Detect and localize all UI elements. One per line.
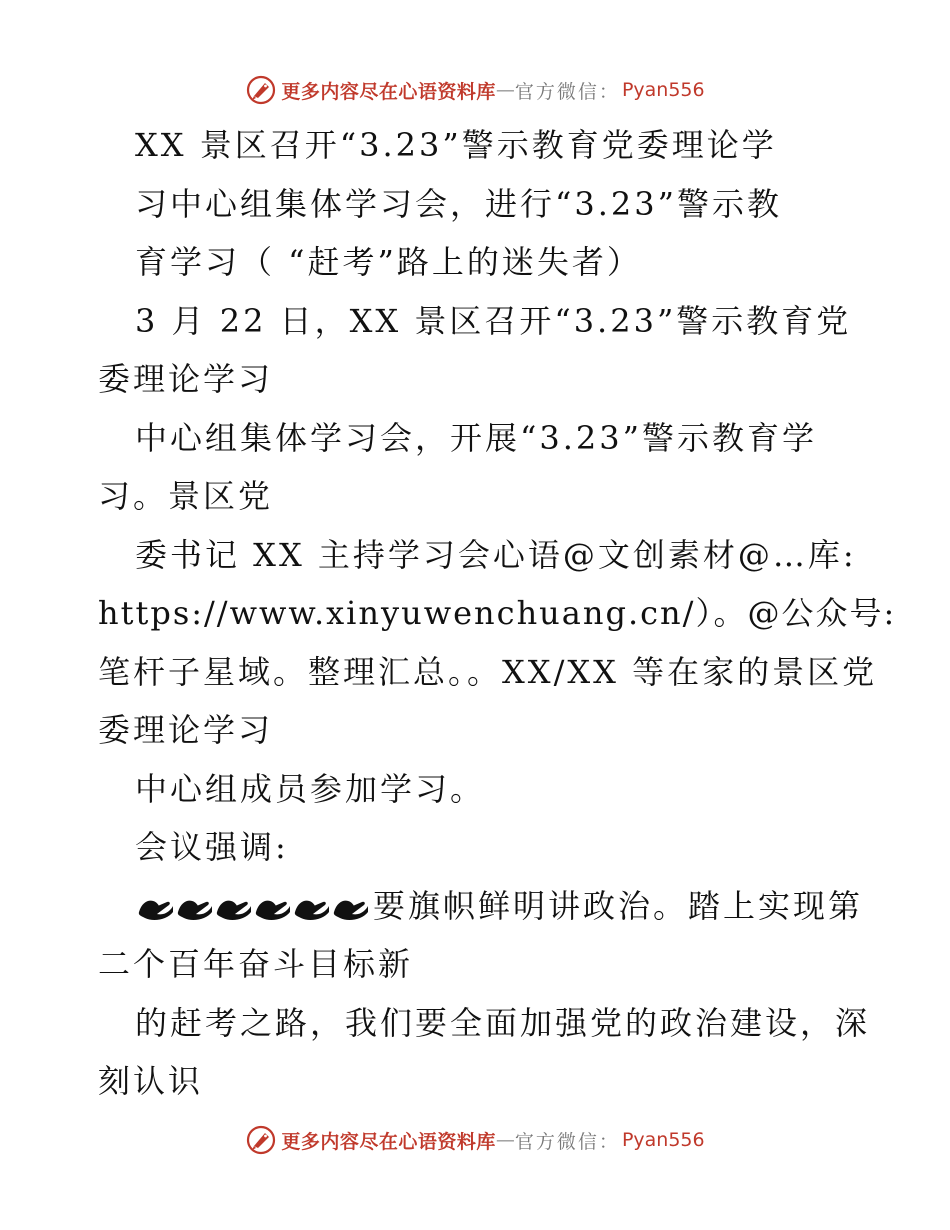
text-line: 中心组成员参加学习。	[135, 769, 486, 808]
banner-wechat-id: Pyan556	[621, 1129, 705, 1151]
text-line: 笔杆子星域。整理汇总。。XX/XX 等在家的景区党	[98, 652, 878, 691]
text-line: 习。景区党	[98, 477, 274, 515]
text-line: 会议强调:	[135, 828, 289, 866]
text-line: 要旗帜鲜明讲政治。踏上实现第	[0, 877, 950, 936]
document-body	[0, 116, 950, 1111]
banner-wechat-id: Pyan556	[621, 79, 705, 101]
text-line: 习中心组集体学习会，进行“3.23”警示教	[135, 184, 782, 223]
text-line: https://www.xinyuwenchuang.cn/）。@公众号:	[98, 594, 897, 632]
banner-separator: —	[495, 1129, 515, 1151]
banner-main-text: 更多内容尽在心语资料库	[281, 80, 496, 103]
text-line: 委理论学习	[98, 360, 274, 398]
banner-separator: —	[495, 79, 515, 101]
text-line: 二个百年奋斗目标新	[98, 945, 414, 983]
banner-wechat-label: 官方微信：	[514, 80, 620, 103]
text-line: 中心组集体学习会，开展“3.23”警示教育学	[135, 418, 817, 457]
text-line: 3 月 22 日，XX 景区召开“3.23”警示教育党	[135, 301, 852, 340]
pen-nib-logo-icon	[245, 74, 277, 106]
text-line: 育学习（ “赶考”路上的迷失者）	[135, 243, 642, 281]
text-line: 委书记 XX 主持学习会心语@文创素材@…库:	[135, 535, 857, 574]
pen-nib-logo-icon	[245, 1124, 277, 1156]
floral-ornament-icon	[135, 892, 371, 924]
banner-main-text: 更多内容尽在心语资料库	[281, 1130, 496, 1153]
footer-banner	[0, 1120, 950, 1160]
text-line: 委理论学习	[98, 711, 274, 749]
text-line: XX 景区召开“3.23”警示教育党委理论学	[135, 126, 777, 164]
banner-wechat-label: 官方微信：	[514, 1130, 620, 1153]
text-line: 刻认识	[98, 1062, 204, 1100]
header-banner	[0, 70, 950, 110]
text-line: 的赶考之路，我们要全面加强党的政治建设，深	[135, 1003, 871, 1042]
